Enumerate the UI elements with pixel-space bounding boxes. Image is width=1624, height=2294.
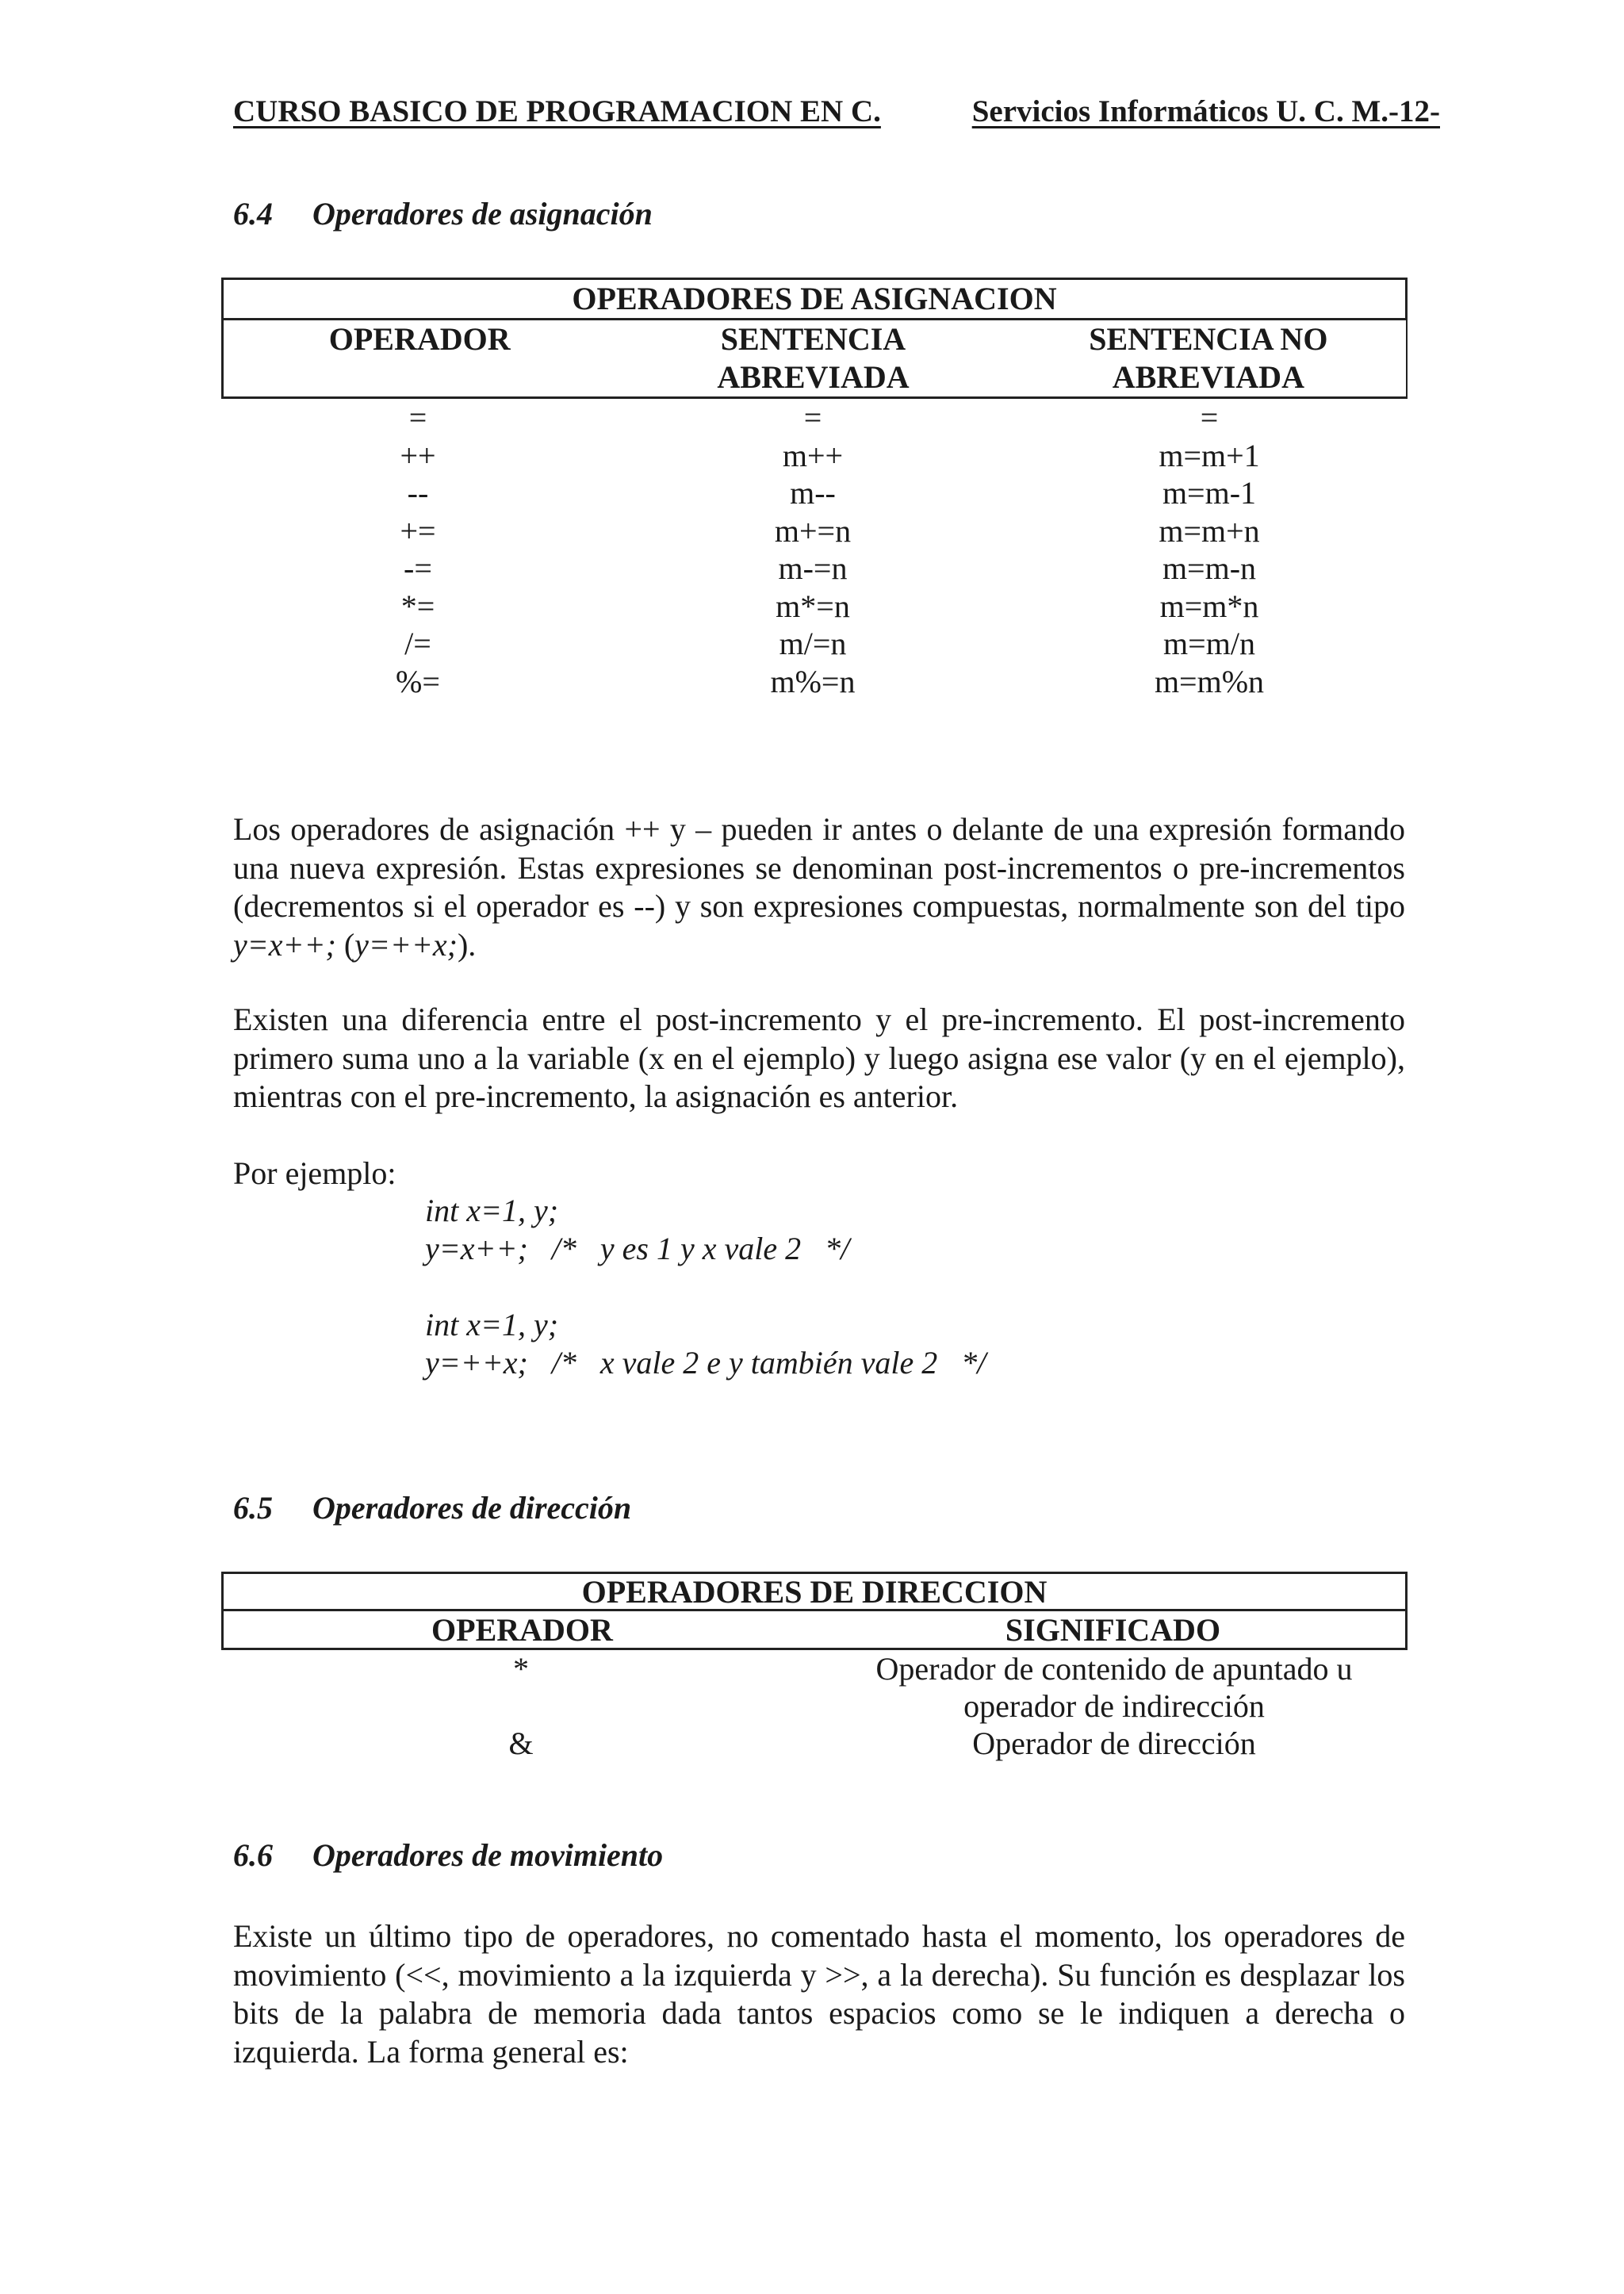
code-line: y=++x; /* x vale 2 e y también vale 2 */ (425, 1345, 986, 1381)
section-6-6-heading (233, 1836, 663, 1874)
header-significado: SIGNIFICADO (1005, 1612, 1221, 1648)
table-row: -- m-- m=m-1 (407, 475, 1257, 511)
assignment-operators-table (221, 278, 1408, 700)
code-line: y=x++; /* y es 1 y x vale 2 */ (425, 1231, 850, 1266)
table-caption: OPERADORES DE ASIGNACION (221, 278, 1408, 318)
section-title: Operadores de dirección (312, 1490, 632, 1526)
paragraph-post-pre-increment: Existen una diferencia entre el post-incremento y el pre-incremento. El post-incremento primero suma uno a la variable (x en el ejemplo) y luego asigna ese valor (y en el ejemplo), mientras con el pre-incremento, la asignación es anterior. (233, 1001, 1405, 1114)
code-line: int x=1, y; (425, 1307, 559, 1342)
direction-operators-table (221, 1572, 1408, 1762)
example-label: Por ejemplo: (233, 1155, 396, 1191)
table-row: %= m%=n m=m%n (396, 663, 1265, 699)
section-title: Operadores de movimiento (312, 1837, 664, 1873)
header-operador: OPERADOR (431, 1612, 613, 1648)
inline-code: y=++x; (354, 926, 458, 963)
header-sentencia-no-abreviada: SENTENCIA NO ABREVIADA (1089, 321, 1328, 395)
page-header (233, 94, 1440, 129)
header-operador: OPERADOR (328, 321, 511, 357)
code-line: int x=1, y; (425, 1193, 559, 1228)
table-header-row (221, 318, 1408, 399)
table-row: *= m*=n m=m*n (400, 588, 1259, 624)
table-row: ++ m++ m=m+1 (400, 437, 1260, 473)
table-row: -= m-=n m=m-n (404, 550, 1257, 586)
table-row: /= m/=n m=m/n (404, 626, 1255, 661)
table-row: += m+=n m=m+n (400, 512, 1260, 549)
section-title: Operadores de asignación (312, 196, 653, 232)
table-row: & Operador de dirección (508, 1725, 1256, 1761)
paragraph-shift-operators: Existe un último tipo de operadores, no comentado hasta el momento, los operadores de movimiento (<<, movimiento a la izquierda y >>, a la derecha). Su función es desplazar los bits de la palabra de memoria dada tantos espacios como se le indiquen a derecha o izquierda. La forma general es: (233, 1918, 1405, 2070)
section-6-4-heading (233, 195, 653, 232)
section-number: 6.6 (233, 1837, 273, 1873)
table-row: * Operador de contenido de apuntado u operador de indirección (513, 1651, 1353, 1724)
header-sentencia-abreviada: SENTENCIA ABREVIADA (717, 321, 910, 395)
section-number: 6.5 (233, 1490, 273, 1526)
header-course-title: CURSO BASICO DE PROGRAMACION EN C. (233, 94, 881, 128)
header-department: Servicios Informáticos U. C. M.-12- (971, 94, 1440, 128)
table-caption: OPERADORES DE DIRECCION (221, 1572, 1408, 1611)
table-header-row (221, 1611, 1408, 1650)
section-number: 6.4 (233, 196, 273, 232)
table-body (221, 399, 1408, 700)
inline-code: y=x++; (233, 926, 336, 963)
paragraph-increment-operators: Los operadores de asignación ++ y – pueden ir antes o delante de una expresión formando una nueva expresión. Estas expresiones se denominan post-incrementos o pre-incrementos (decrementos si el operador es --) y son expresiones compuestas, normalmente son del tipo y=x++; (y=++x;). (233, 811, 1405, 963)
table-row: = = = (408, 400, 1219, 435)
section-6-5-heading (233, 1489, 631, 1526)
